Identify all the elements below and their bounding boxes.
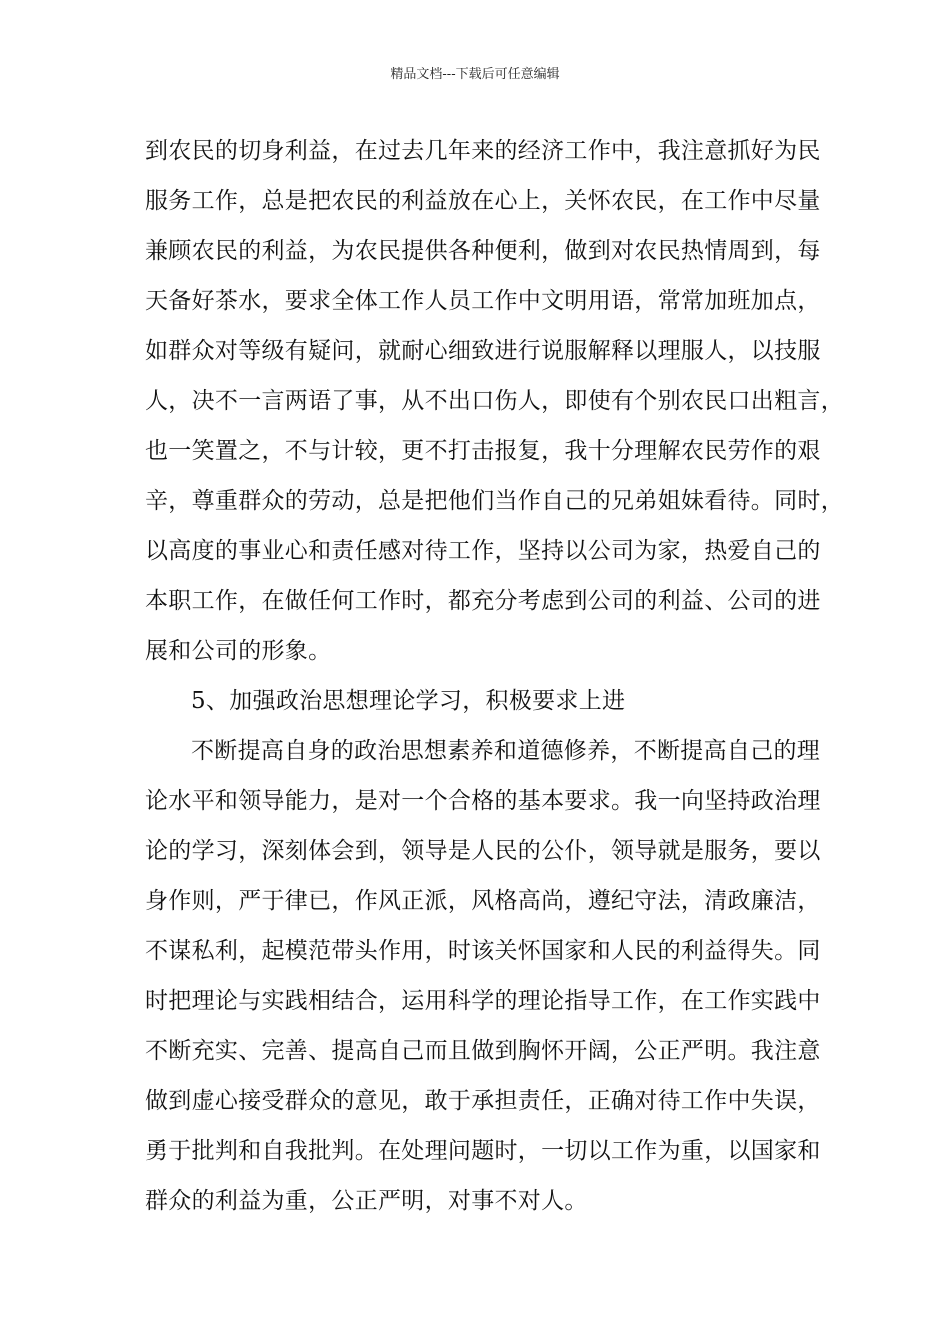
paragraph-political-study bbox=[145, 726, 825, 1226]
paragraph-farmers-interests bbox=[145, 126, 844, 676]
text-line: 也一笑置之，不与计较，更不打击报复，我十分理解农民劳作的艰 bbox=[145, 438, 821, 464]
text-line: 做到虚心接受群众的意见，敢于承担责任，正确对待工作中失误， bbox=[145, 1088, 821, 1114]
text-line: 到农民的切身利益，在过去几年来的经济工作中，我注意抓好为民 bbox=[145, 138, 821, 164]
text-line: 不断充实、完善、提高自己而且做到胸怀开阔，公正严明。我注意 bbox=[145, 1038, 821, 1064]
text-line: 展和公司的形象。 bbox=[145, 638, 332, 664]
text-line: 时把理论与实践相结合，运用科学的理论指导工作，在工作实践中 bbox=[145, 988, 821, 1014]
text-line: 勇于批判和自我批判。在处理问题时，一切以工作为重，以国家和 bbox=[145, 1138, 821, 1164]
text-line: 不断提高自身的政治思想素养和道德修养，不断提高自己的理 bbox=[191, 738, 821, 764]
page-header: 精品文档---下载后可任意编辑 bbox=[390, 67, 560, 82]
text-line: 以高度的事业心和责任感对待工作，坚持以公司为家，热爱自己的 bbox=[145, 538, 821, 564]
text-line: 论的学习，深刻体会到，领导是人民的公仆，领导就是服务，要以 bbox=[145, 838, 821, 864]
text-line: 天备好茶水，要求全体工作人员工作中文明用语，常常加班加点， bbox=[145, 288, 821, 314]
text-line: 本职工作，在做任何工作时，都充分考虑到公司的利益、公司的进 bbox=[145, 588, 821, 614]
text-line: 不谋私利，起模范带头作用，时该关怀国家和人民的利益得失。同 bbox=[145, 938, 821, 964]
text-line: 辛，尊重群众的劳动，总是把他们当作自己的兄弟姐妹看待。同时， bbox=[145, 488, 844, 514]
text-line: 如群众对等级有疑问，就耐心细致进行说服解释以理服人，以技服 bbox=[145, 338, 821, 364]
text-line: 人，决不一言两语了事，从不出口伤人，即使有个别农民口出粗言， bbox=[145, 388, 844, 414]
text-line: 论水平和领导能力，是对一个合格的基本要求。我一向坚持政治理 bbox=[145, 788, 821, 814]
text-line: 兼顾农民的利益，为农民提供各种便利，做到对农民热情周到，每 bbox=[145, 238, 821, 264]
text-line: 身作则，严于律已，作风正派，风格高尚，遵纪守法，清政廉洁， bbox=[145, 888, 821, 914]
text-line: 群众的利益为重，公正严明，对事不对人。 bbox=[145, 1188, 588, 1214]
document-body bbox=[145, 126, 844, 1226]
section-heading: 5、加强政治思想理论学习，积极要求上进 bbox=[191, 688, 626, 714]
text-line: 服务工作，总是把农民的利益放在心上，关怀农民，在工作中尽量 bbox=[145, 188, 821, 214]
